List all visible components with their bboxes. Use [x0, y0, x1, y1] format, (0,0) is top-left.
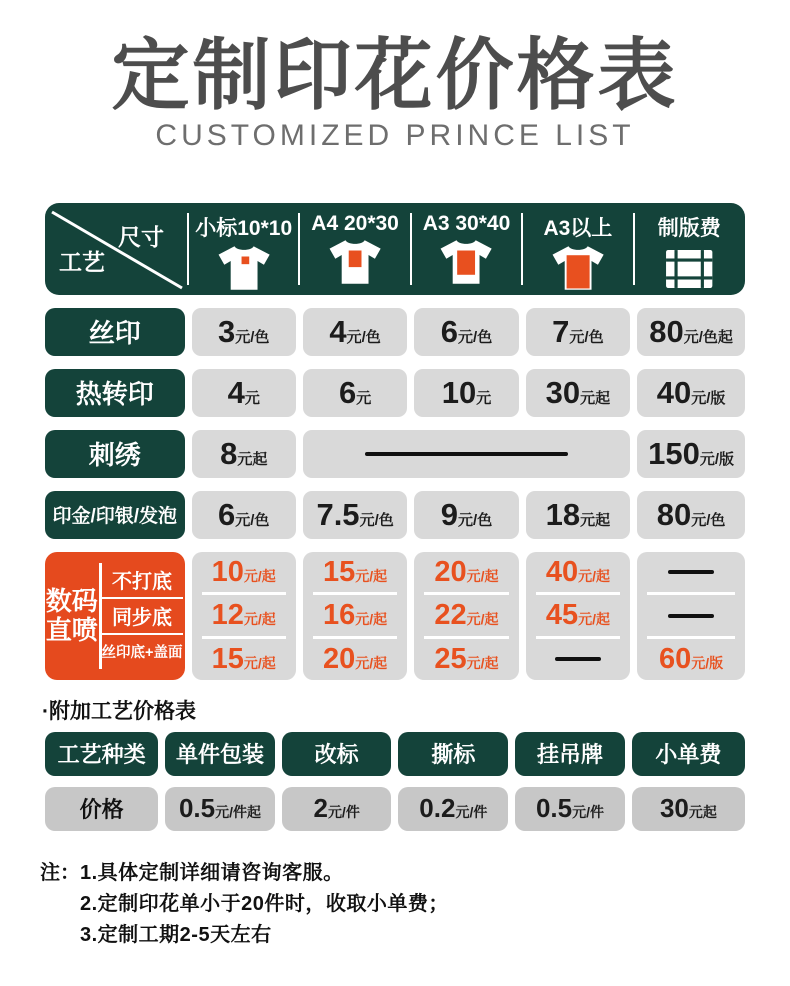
price-number: 3 — [217, 313, 236, 349]
price-unit: 元/起 — [243, 611, 276, 628]
row-label-pill: 热转印 — [45, 369, 185, 417]
addon-table-title: ·附加工艺价格表 — [42, 699, 196, 723]
price-number: 15 — [323, 555, 356, 588]
row-label-pill: 刺绣 — [45, 430, 185, 478]
price-unit: 元/起 — [243, 567, 276, 584]
price-unit: 元/起 — [578, 611, 610, 628]
addon-header-pill: 工艺种类 — [45, 732, 158, 776]
column-header — [522, 203, 633, 295]
price-number: 0.5 — [535, 793, 573, 824]
notes — [40, 858, 790, 951]
price-number: 60 — [658, 642, 692, 675]
price-cell — [526, 595, 630, 636]
price-cell — [526, 369, 630, 417]
price-cell — [303, 369, 407, 417]
digital-sub-label: 丝印底+盖面 — [101, 645, 183, 662]
addon-value-cell — [632, 787, 745, 831]
price-unit: 元/起 — [466, 567, 499, 584]
price-number: 150 — [648, 435, 700, 471]
price-cell — [303, 308, 407, 356]
process-row — [45, 308, 745, 356]
price-cell — [637, 430, 745, 478]
price-unit: 元/版 — [691, 654, 724, 671]
price-number: 18 — [545, 496, 581, 532]
column-header-label: 制版费 — [657, 216, 721, 240]
digital-name-line2: 直喷 — [45, 614, 98, 645]
digital-sub-label: 不打底 — [112, 571, 173, 594]
column-header-label: 小标10*10 — [195, 216, 293, 240]
price-cell — [637, 369, 745, 417]
addon-price-row — [45, 787, 745, 831]
price-unit: 元/件 — [455, 804, 488, 821]
price-number: 4 — [227, 374, 245, 410]
price-unit: 元/版 — [691, 389, 726, 407]
price-unit: 元 — [244, 389, 260, 407]
corner-size-label: 尺寸 — [118, 223, 164, 250]
corner-cell — [45, 203, 188, 295]
price-unit: 元/起 — [355, 611, 388, 628]
corner-process-label: 工艺 — [59, 248, 105, 275]
price-cell — [303, 595, 407, 636]
note-line: 2.定制印花单小于20件时，收取小单费； — [80, 892, 449, 915]
notes-prefix: 注： — [40, 861, 80, 884]
page-subtitle: CUSTOMIZED PRINCE LIST — [155, 118, 635, 152]
price-number: 10 — [441, 374, 477, 410]
price-number: 40 — [656, 374, 692, 410]
addon-header-pill: 挂吊牌 — [515, 732, 625, 776]
digital-price-column — [637, 552, 745, 680]
column-header-label: A3以上 — [543, 216, 613, 240]
price-number: 25 — [434, 642, 467, 675]
price-number: 7.5 — [316, 496, 360, 532]
addon-header-pill: 撕标 — [398, 732, 508, 776]
digital-name-line1: 数码 — [45, 585, 98, 616]
price-unit: 元起 — [237, 450, 268, 468]
na-dash — [668, 614, 714, 618]
digital-price-column — [303, 552, 407, 680]
price-cell — [414, 552, 518, 593]
price-cell — [192, 491, 296, 539]
price-cell — [192, 430, 296, 478]
price-unit: 元/起 — [578, 567, 610, 584]
price-unit: 元 — [356, 389, 372, 407]
price-number: 15 — [211, 642, 244, 675]
price-cell — [637, 552, 745, 593]
price-number: 6 — [440, 313, 459, 349]
price-cell — [303, 491, 407, 539]
price-number: 45 — [545, 599, 579, 632]
digital-sub-label: 同步底 — [112, 607, 173, 630]
column-header — [411, 203, 522, 295]
price-number: 0.5 — [178, 793, 216, 824]
tshirt-a3-print-icon — [438, 239, 494, 285]
digital-price-column — [192, 552, 296, 680]
price-number: 0.2 — [419, 793, 456, 824]
price-cell — [192, 369, 296, 417]
price-number: 4 — [329, 313, 347, 349]
table-header-row — [45, 203, 745, 295]
price-cell — [526, 639, 630, 680]
digital-price-column — [526, 552, 630, 680]
price-cell — [637, 308, 745, 356]
price-unit: 元/件 — [327, 804, 360, 821]
price-unit: 元/起 — [466, 611, 499, 628]
price-cell — [192, 595, 296, 636]
price-unit: 元/起 — [355, 567, 388, 584]
price-number: 10 — [211, 555, 244, 588]
price-poster — [0, 31, 790, 951]
addon-header-pill: 小单费 — [632, 732, 745, 776]
addon-header-pill: 单件包装 — [165, 732, 275, 776]
column-header-label: A3 30*40 — [422, 211, 511, 235]
price-unit: 元起 — [580, 511, 611, 529]
digital-sub-labels — [99, 563, 183, 669]
price-number: 20 — [323, 642, 356, 675]
tshirt-a4-print-icon — [327, 239, 383, 285]
price-unit: 元/色 — [569, 328, 604, 346]
price-cell — [192, 308, 296, 356]
price-cell — [414, 369, 518, 417]
row-label-pill: 丝印 — [45, 308, 185, 356]
printing-plate-icon — [665, 249, 713, 289]
price-number: 12 — [211, 599, 244, 632]
price-cell-spanning — [303, 430, 630, 478]
price-unit: 元/色 — [458, 328, 493, 346]
price-unit: 元/色 — [235, 511, 270, 529]
price-unit: 元/版 — [699, 450, 734, 468]
price-number: 80 — [656, 496, 692, 532]
notes-lines — [80, 858, 449, 951]
price-cell — [414, 308, 518, 356]
price-cell — [414, 595, 518, 636]
price-cell — [192, 552, 296, 593]
price-unit: 元/件 — [572, 804, 605, 821]
price-number: 6 — [338, 374, 357, 410]
na-dash — [668, 570, 714, 574]
price-unit: 元起 — [688, 804, 717, 821]
digital-name — [45, 552, 99, 680]
price-number: 20 — [434, 555, 467, 588]
price-number: 8 — [220, 435, 238, 471]
page-title: 定制印花价格表 — [111, 31, 679, 119]
column-header — [634, 203, 745, 295]
price-unit: 元/色 — [359, 511, 394, 529]
main-price-table — [45, 203, 745, 680]
price-unit: 元/起 — [243, 654, 276, 671]
price-unit: 元 — [476, 389, 492, 407]
addon-header-pill: 改标 — [282, 732, 392, 776]
price-cell — [637, 491, 745, 539]
addon-value-cell — [398, 787, 508, 831]
addon-value-cell — [515, 787, 625, 831]
process-row — [45, 369, 745, 417]
price-number: 80 — [649, 313, 684, 349]
price-unit: 元/色 — [235, 328, 270, 346]
row-label-pill: 印金/印银/发泡 — [45, 491, 185, 539]
price-number: 7 — [552, 313, 570, 349]
tshirt-a3plus-print-icon — [550, 245, 606, 291]
price-cell — [303, 552, 407, 593]
process-row — [45, 491, 745, 539]
addon-value-cell — [282, 787, 392, 831]
na-dash — [365, 452, 568, 456]
price-unit: 元/色起 — [683, 328, 733, 346]
price-cell — [526, 552, 630, 593]
price-cell — [303, 639, 407, 680]
na-dash — [555, 657, 601, 661]
digital-label-cell — [45, 552, 185, 680]
addon-value-cell — [165, 787, 275, 831]
price-unit: 元/起 — [466, 654, 499, 671]
price-number: 16 — [323, 599, 356, 632]
price-unit: 元/起 — [355, 654, 388, 671]
column-header-label: A4 20*30 — [311, 211, 399, 235]
note-line: 3.定制工期2-5天左右 — [80, 923, 272, 946]
price-cell — [192, 639, 296, 680]
note-line: 1.具体定制详细请咨询客服。 — [80, 861, 344, 884]
price-row-label: 价格 — [45, 787, 158, 831]
price-number: 30 — [659, 793, 689, 824]
price-unit: 元/色 — [346, 328, 381, 346]
price-cell — [414, 639, 518, 680]
price-number: 30 — [545, 374, 581, 410]
price-cell — [526, 308, 630, 356]
price-number: 2 — [313, 793, 328, 824]
column-header — [299, 203, 410, 295]
price-number: 22 — [434, 599, 467, 632]
price-number: 6 — [217, 496, 236, 532]
digital-price-column — [414, 552, 518, 680]
column-header — [188, 203, 299, 295]
price-unit: 元/件起 — [215, 804, 262, 821]
price-cell — [637, 595, 745, 636]
process-row — [45, 430, 745, 478]
tshirt-small-print-icon — [216, 245, 272, 291]
price-cell — [414, 491, 518, 539]
price-unit: 元起 — [580, 389, 611, 407]
addon-header-row — [45, 732, 745, 776]
digital-print-block — [45, 552, 745, 680]
price-number: 40 — [545, 555, 579, 588]
price-number: 9 — [440, 496, 459, 532]
price-cell — [526, 491, 630, 539]
price-cell — [637, 639, 745, 680]
price-unit: 元/色 — [458, 511, 493, 529]
price-unit: 元/色 — [691, 511, 726, 529]
